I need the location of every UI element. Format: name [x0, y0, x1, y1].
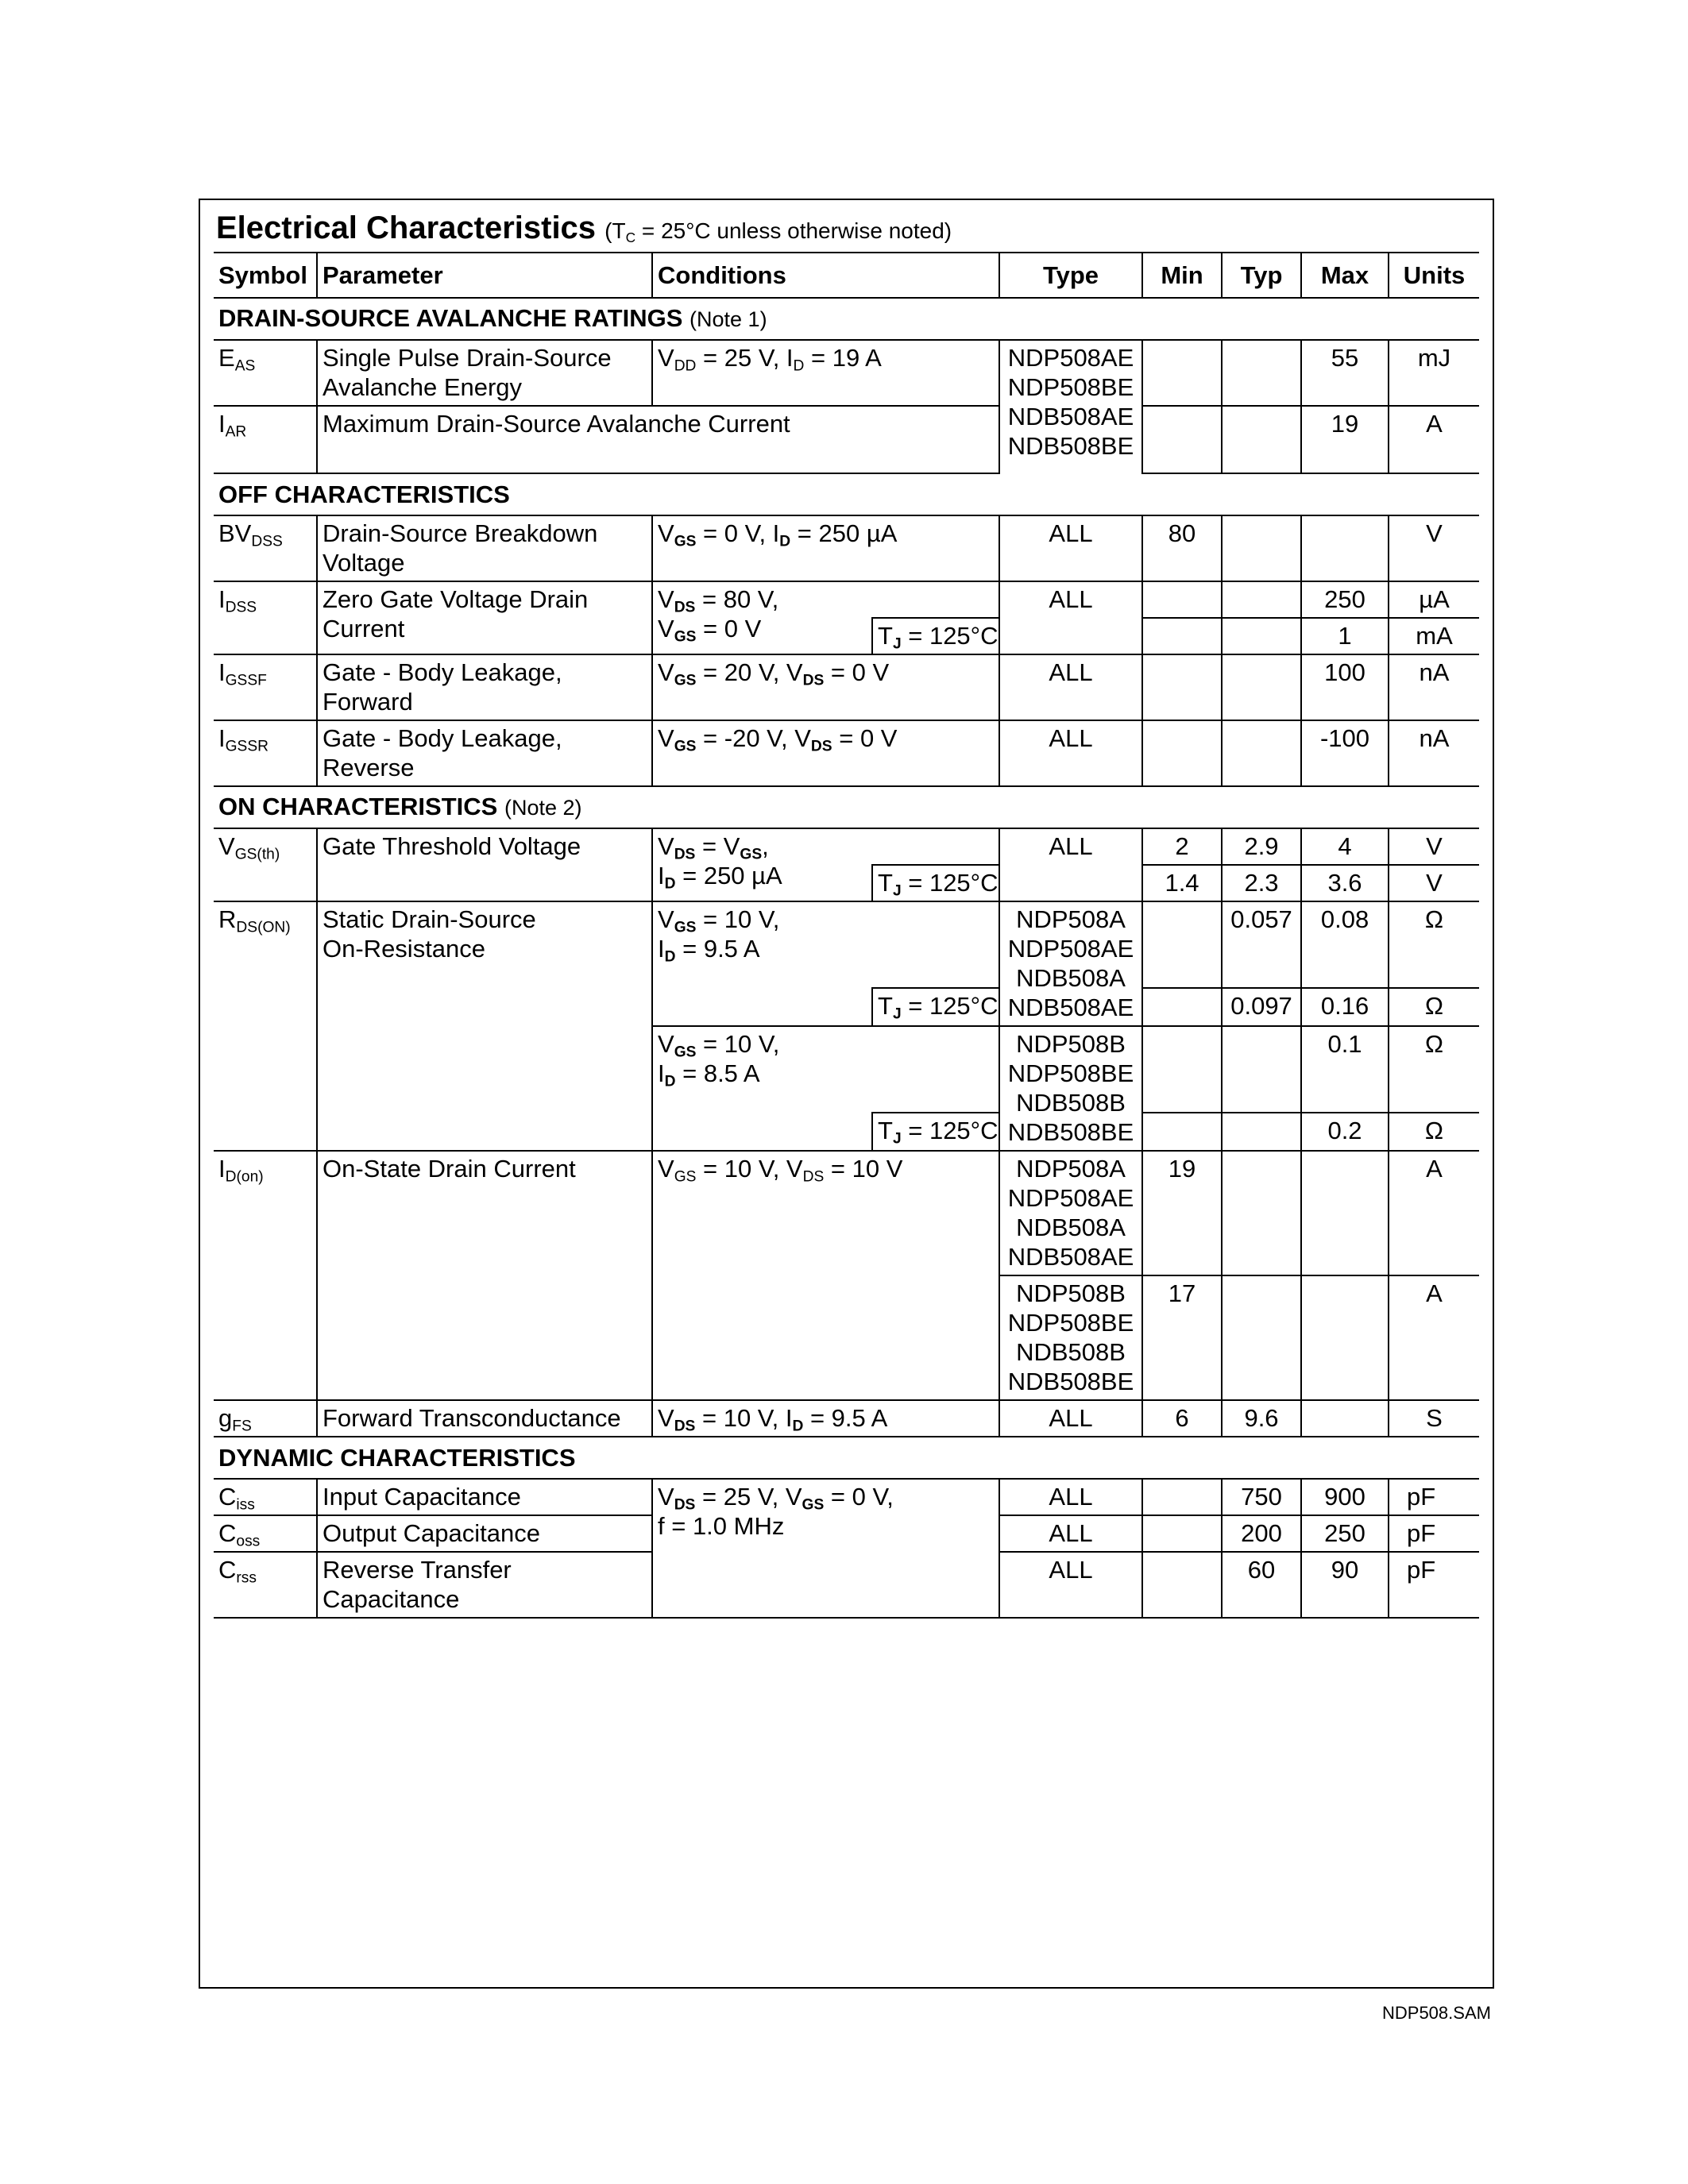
symbol-iar: $I_{AR}$ [214, 406, 317, 473]
symbol-rdson: $R_{DS(ON)}$ [214, 901, 317, 1151]
units-igssf: nA [1389, 654, 1479, 720]
max-eas: 55 [1301, 340, 1389, 406]
param-rdson: Static Drain-Source On-Resistance [317, 901, 652, 1151]
max-rdson-b-125: 0.2 [1301, 1113, 1389, 1151]
section-dynamic: DYNAMIC CHARACTERISTICS [218, 1443, 576, 1472]
units-rdson-b-125: Ω [1389, 1113, 1479, 1151]
units-igssr: nA [1389, 720, 1479, 786]
table-row-gfs [214, 1400, 1479, 1437]
max-ciss: 900 [1301, 1479, 1389, 1515]
param-eas: Single Pulse Drain-Source Avalanche Energy [317, 340, 652, 406]
typ-vgsth-25: 2.9 [1222, 828, 1301, 865]
cond-eas: $V_{DD} = 25$ V, $I_D = 19$ A [652, 340, 999, 406]
table-row-iar [214, 406, 1479, 473]
cond-tj-rdson-b: $T_J = 125^\circ C$ [872, 1113, 999, 1151]
units-rdson-a-125: Ω [1389, 988, 1479, 1026]
type-igssr: ALL [999, 720, 1142, 786]
header-min: Min [1142, 253, 1222, 298]
max-vgsth-25: 4 [1301, 828, 1389, 865]
title-main: Electrical Characteristics [216, 210, 597, 245]
max-crss: 90 [1301, 1552, 1389, 1618]
header-max: Max [1301, 253, 1389, 298]
table-row-vgsth [214, 828, 1479, 865]
typ-vgsth-125: 2.3 [1222, 865, 1301, 901]
cond-rdson-a: $V_{GS} = 10$ V, $I_D = 9.5$ A [652, 901, 872, 1026]
type-coss: ALL [999, 1515, 1142, 1552]
table-row-igssr [214, 720, 1479, 786]
units-idss-25: µA [1389, 581, 1479, 618]
units-idon-a: A [1389, 1151, 1479, 1275]
param-crss: Reverse Transfer Capacitance [317, 1552, 652, 1618]
type-idon-b: NDP508B NDP508BE NDB508B NDB508BE [999, 1275, 1142, 1400]
units-idss-125: mA [1389, 618, 1479, 654]
min-idon-a: 19 [1142, 1151, 1222, 1275]
param-ciss: Input Capacitance [317, 1479, 652, 1515]
table-row-idss [214, 581, 1479, 618]
param-vgsth: Gate Threshold Voltage [317, 828, 652, 901]
type-rdson-b: NDP508B NDP508BE NDB508B NDB508BE [999, 1026, 1142, 1151]
symbol-igssr: $I_{GSSR}$ [214, 720, 317, 786]
table-row-igssf [214, 654, 1479, 720]
header-conditions: Conditions [652, 253, 999, 298]
type-gfs: ALL [999, 1400, 1142, 1437]
param-igssr: Gate - Body Leakage, Reverse [317, 720, 652, 786]
typ-rdson-a-125: 0.097 [1222, 988, 1301, 1026]
param-igssf: Gate - Body Leakage, Forward [317, 654, 652, 720]
header-parameter: Parameter [317, 253, 652, 298]
cond-igssr: $V_{GS} = -20$ V, $V_{DS} = 0$ V [652, 720, 999, 786]
max-rdson-b-25: 0.1 [1301, 1026, 1389, 1113]
typ-coss: 200 [1222, 1515, 1301, 1552]
section-on: ON CHARACTERISTICS (Note 2) [218, 792, 582, 820]
type-vgsth: ALL [999, 828, 1142, 901]
cond-tj-rdson-a: $T_J = 125^\circ C$ [872, 988, 999, 1026]
typ-rdson-a-25: 0.057 [1222, 901, 1301, 988]
table-row-eas [214, 340, 1479, 406]
symbol-idss: $I_{DSS}$ [214, 581, 317, 654]
units-rdson-b-25: Ω [1389, 1026, 1479, 1113]
max-coss: 250 [1301, 1515, 1389, 1552]
param-idss: Zero Gate Voltage Drain Current [317, 581, 652, 654]
symbol-idon: $I_{D(on)}$ [214, 1151, 317, 1400]
type-idss: ALL [999, 581, 1142, 654]
table-row-rdson-a [214, 901, 1479, 988]
min-bvdss: 80 [1142, 515, 1222, 581]
symbol-ciss: $C_{iss}$ [214, 1479, 317, 1515]
min-idon-b: 17 [1142, 1275, 1222, 1400]
type-igssf: ALL [999, 654, 1142, 720]
section-off: OFF CHARACTERISTICS [218, 480, 510, 508]
type-idon-a: NDP508A NDP508AE NDB508A NDB508AE [999, 1151, 1142, 1275]
cond-vgsth: $V_{DS} = V_{GS}$, $I_D = 250$ µA [652, 828, 872, 901]
typ-crss: 60 [1222, 1552, 1301, 1618]
units-crss: pF [1389, 1552, 1479, 1618]
max-igssr: -100 [1301, 720, 1389, 786]
max-idss-125: 1 [1301, 618, 1389, 654]
min-vgsth-25: 2 [1142, 828, 1222, 865]
section-avalanche: DRAIN-SOURCE AVALANCHE RATINGS (Note 1) [218, 303, 767, 332]
cond-igssf: $V_{GS} = 20$ V, $V_{DS} = 0$ V [652, 654, 999, 720]
param-bvdss: Drain-Source Breakdown Voltage [317, 515, 652, 581]
symbol-gfs: $g_{FS}$ [214, 1400, 317, 1437]
type-bvdss: ALL [999, 515, 1142, 581]
typ-gfs: 9.6 [1222, 1400, 1301, 1437]
min-gfs: 6 [1142, 1400, 1222, 1437]
type-ciss: ALL [999, 1479, 1142, 1515]
header-units: Units [1389, 253, 1479, 298]
symbol-vgsth: $V_{GS(th)}$ [214, 828, 317, 901]
max-iar: 19 [1301, 406, 1389, 473]
units-iar: A [1389, 406, 1479, 473]
title-condition: ($T_C = 25^\circ C$ unless otherwise noted) [605, 218, 952, 245]
units-eas: mJ [1389, 340, 1479, 406]
units-bvdss: V [1389, 515, 1479, 581]
symbol-bvdss: $BV_{DSS}$ [214, 515, 317, 581]
type-rdson-a: NDP508A NDP508AE NDB508A NDB508AE [999, 901, 1142, 1026]
max-rdson-a-25: 0.08 [1301, 901, 1389, 988]
table-row-idon-a [214, 1151, 1479, 1275]
max-rdson-a-125: 0.16 [1301, 988, 1389, 1026]
table-header-row [214, 253, 1479, 298]
cond-tj-vgsth: $T_J = 125^\circ C$ [872, 865, 999, 901]
symbol-coss: $C_{oss}$ [214, 1515, 317, 1552]
cond-capacitance: $V_{DS} = 25$ V, $V_{GS} = 0$ V, f = 1.0 MHz [652, 1479, 999, 1618]
table-row-bvdss [214, 515, 1479, 581]
units-rdson-a-25: Ω [1389, 901, 1479, 988]
cond-idon: $V_{GS} = 10$ V, $V_{DS} = 10$ V [652, 1151, 999, 1400]
characteristics-table [214, 252, 1479, 1619]
param-idon: On-State Drain Current [317, 1151, 652, 1400]
units-vgsth-25: V [1389, 828, 1479, 865]
cond-tj-idss: $T_J = 125^\circ C$ [872, 618, 999, 654]
cond-bvdss: $V_{GS} = 0$ V, $I_D = 250$ µA [652, 515, 999, 581]
header-symbol: Symbol [214, 253, 317, 298]
datasheet-frame [199, 199, 1494, 1989]
units-vgsth-125: V [1389, 865, 1479, 901]
cond-rdson-b: $V_{GS} = 10$ V, $I_D = 8.5$ A [652, 1026, 872, 1151]
units-ciss: pF [1389, 1479, 1479, 1515]
table-row-ciss [214, 1479, 1479, 1515]
header-type: Type [999, 253, 1142, 298]
type-crss: ALL [999, 1552, 1142, 1618]
max-igssf: 100 [1301, 654, 1389, 720]
symbol-eas: $E_{AS}$ [214, 340, 317, 406]
param-coss: Output Capacitance [317, 1515, 652, 1552]
cond-gfs: $V_{DS} = 10$ V, $I_D = 9.5$ A [652, 1400, 999, 1437]
param-gfs: Forward Transconductance [317, 1400, 652, 1437]
cond-idss: $V_{DS} = 80$ V, $V_{GS} = 0$ V [652, 581, 872, 654]
max-idss-25: 250 [1301, 581, 1389, 618]
units-coss: pF [1389, 1515, 1479, 1552]
page-title [216, 208, 952, 251]
typ-ciss: 750 [1222, 1479, 1301, 1515]
units-gfs: S [1389, 1400, 1479, 1437]
symbol-crss: $C_{rss}$ [214, 1552, 317, 1618]
max-vgsth-125: 3.6 [1301, 865, 1389, 901]
units-idon-b: A [1389, 1275, 1479, 1400]
header-typ: Typ [1222, 253, 1301, 298]
symbol-igssf: $I_{GSSF}$ [214, 654, 317, 720]
param-iar: Maximum Drain-Source Avalanche Current [317, 406, 999, 473]
type-avalanche: NDP508AE NDP508BE NDB508AE NDB508BE [999, 340, 1142, 473]
document-reference: NDP508.SAM [1382, 2003, 1491, 2023]
min-vgsth-125: 1.4 [1142, 865, 1222, 901]
